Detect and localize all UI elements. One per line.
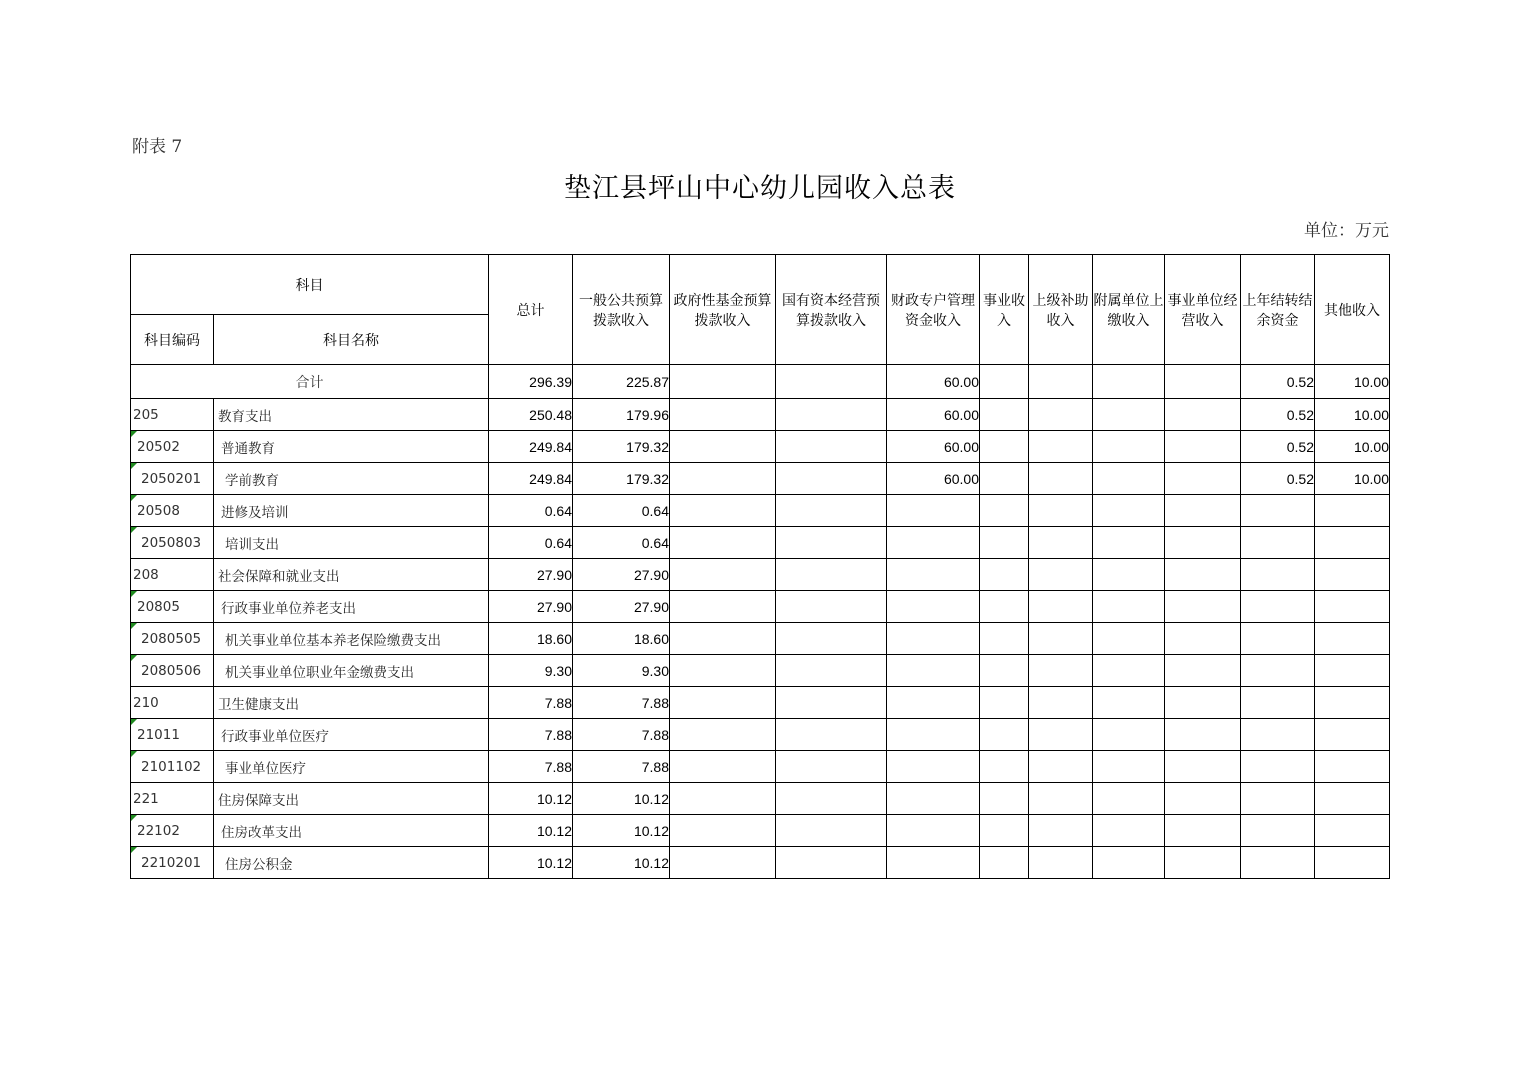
business-cell [980, 399, 1029, 431]
gov-fund-cell [670, 591, 776, 623]
other-cell [1315, 591, 1390, 623]
comment-marker-icon [131, 815, 137, 821]
general-budget-cell: 10.12 [573, 815, 670, 847]
code-text: 2210201 [141, 854, 202, 871]
general-budget-cell: 10.12 [573, 783, 670, 815]
table-row [131, 847, 1390, 879]
table-row [131, 687, 1390, 719]
comment-marker-icon [131, 431, 137, 437]
operating-cell [1165, 847, 1241, 879]
carryover-cell [1241, 591, 1315, 623]
operating-cell [1165, 399, 1241, 431]
code-text: 208 [133, 566, 159, 583]
fiscal-special-cell [887, 719, 980, 751]
superior-subsidy-cell [1029, 365, 1093, 399]
state-capital-cell [776, 431, 887, 463]
code-cell [131, 655, 214, 687]
name-cell: 行政事业单位医疗 [214, 719, 489, 751]
other-cell [1315, 719, 1390, 751]
name-cell: 行政事业单位养老支出 [214, 591, 489, 623]
other-cell [1315, 559, 1390, 591]
affiliated-cell [1093, 559, 1165, 591]
comment-marker-icon [131, 527, 137, 533]
fiscal-special-cell: 60.00 [887, 399, 980, 431]
other-cell [1315, 815, 1390, 847]
superior-subsidy-cell [1029, 687, 1093, 719]
fiscal-special-cell: 60.00 [887, 431, 980, 463]
affiliated-cell [1093, 623, 1165, 655]
affiliated-cell [1093, 751, 1165, 783]
general-budget-cell: 27.90 [573, 559, 670, 591]
operating-cell [1165, 687, 1241, 719]
total-cell: 249.84 [489, 431, 573, 463]
name-cell: 进修及培训 [214, 495, 489, 527]
header-other: 其他收入 [1315, 255, 1390, 365]
name-cell: 培训支出 [214, 527, 489, 559]
operating-cell [1165, 365, 1241, 399]
other-cell [1315, 751, 1390, 783]
carryover-cell [1241, 623, 1315, 655]
table-row [131, 591, 1390, 623]
affiliated-cell [1093, 815, 1165, 847]
gov-fund-cell [670, 463, 776, 495]
carryover-cell: 0.52 [1241, 463, 1315, 495]
gov-fund-cell [670, 431, 776, 463]
operating-cell [1165, 783, 1241, 815]
state-capital-cell [776, 847, 887, 879]
general-budget-cell: 225.87 [573, 365, 670, 399]
comment-marker-icon [131, 463, 137, 469]
code-cell [131, 399, 214, 431]
operating-cell [1165, 751, 1241, 783]
table-row [131, 623, 1390, 655]
comment-marker-icon [131, 623, 137, 629]
carryover-cell: 0.52 [1241, 431, 1315, 463]
other-cell [1315, 783, 1390, 815]
table-row [131, 655, 1390, 687]
code-text: 2080506 [141, 662, 202, 679]
code-text: 21011 [137, 726, 180, 743]
carryover-cell [1241, 719, 1315, 751]
carryover-cell [1241, 687, 1315, 719]
other-cell: 10.00 [1315, 399, 1390, 431]
income-table [130, 254, 1390, 879]
business-cell [980, 591, 1029, 623]
state-capital-cell [776, 399, 887, 431]
attachment-label: 附表 7 [132, 137, 183, 157]
total-row [131, 365, 1390, 399]
fiscal-special-cell [887, 687, 980, 719]
code-text: 205 [133, 406, 159, 423]
code-cell [131, 719, 214, 751]
operating-cell [1165, 623, 1241, 655]
code-cell [131, 463, 214, 495]
operating-cell [1165, 591, 1241, 623]
general-budget-cell: 7.88 [573, 751, 670, 783]
header-general-budget: 一般公共预算拨款收入 [573, 255, 670, 365]
other-cell [1315, 847, 1390, 879]
superior-subsidy-cell [1029, 655, 1093, 687]
header-superior-subsidy: 上级补助收入 [1029, 255, 1093, 365]
operating-cell [1165, 527, 1241, 559]
general-budget-cell: 27.90 [573, 591, 670, 623]
business-cell [980, 687, 1029, 719]
state-capital-cell [776, 719, 887, 751]
gov-fund-cell [670, 365, 776, 399]
other-cell [1315, 687, 1390, 719]
header-name: 科目名称 [214, 315, 489, 365]
fiscal-special-cell [887, 527, 980, 559]
fiscal-special-cell: 60.00 [887, 463, 980, 495]
header-subject: 科目 [131, 255, 489, 315]
state-capital-cell [776, 687, 887, 719]
other-cell: 10.00 [1315, 431, 1390, 463]
name-cell: 机关事业单位职业年金缴费支出 [214, 655, 489, 687]
operating-cell [1165, 559, 1241, 591]
table-row [131, 751, 1390, 783]
affiliated-cell [1093, 365, 1165, 399]
gov-fund-cell [670, 527, 776, 559]
business-cell [980, 815, 1029, 847]
state-capital-cell [776, 463, 887, 495]
state-capital-cell [776, 783, 887, 815]
carryover-cell [1241, 655, 1315, 687]
fiscal-special-cell [887, 783, 980, 815]
state-capital-cell [776, 623, 887, 655]
gov-fund-cell [670, 687, 776, 719]
general-budget-cell: 10.12 [573, 847, 670, 879]
business-cell [980, 365, 1029, 399]
other-cell: 10.00 [1315, 365, 1390, 399]
superior-subsidy-cell [1029, 783, 1093, 815]
business-cell [980, 655, 1029, 687]
superior-subsidy-cell [1029, 719, 1093, 751]
general-budget-cell: 0.64 [573, 527, 670, 559]
business-cell [980, 463, 1029, 495]
business-cell [980, 527, 1029, 559]
code-cell [131, 783, 214, 815]
name-cell: 事业单位医疗 [214, 751, 489, 783]
code-text: 210 [133, 694, 159, 711]
table-row [131, 559, 1390, 591]
name-cell: 社会保障和就业支出 [214, 559, 489, 591]
total-cell: 10.12 [489, 815, 573, 847]
affiliated-cell [1093, 719, 1165, 751]
state-capital-cell [776, 591, 887, 623]
gov-fund-cell [670, 655, 776, 687]
code-cell [131, 847, 214, 879]
other-cell [1315, 495, 1390, 527]
fiscal-special-cell [887, 655, 980, 687]
other-cell: 10.00 [1315, 463, 1390, 495]
comment-marker-icon [131, 719, 137, 725]
table-row [131, 815, 1390, 847]
superior-subsidy-cell [1029, 847, 1093, 879]
affiliated-cell [1093, 655, 1165, 687]
table-row [131, 399, 1390, 431]
comment-marker-icon [131, 847, 137, 853]
fiscal-special-cell [887, 559, 980, 591]
fiscal-special-cell: 60.00 [887, 365, 980, 399]
header-fiscal-special: 财政专户管理资金收入 [887, 255, 980, 365]
business-cell [980, 847, 1029, 879]
code-text: 20805 [137, 598, 180, 615]
state-capital-cell [776, 751, 887, 783]
header-state-capital: 国有资本经营预算拨款收入 [776, 255, 887, 365]
general-budget-cell: 179.96 [573, 399, 670, 431]
code-cell [131, 815, 214, 847]
superior-subsidy-cell [1029, 751, 1093, 783]
comment-marker-icon [131, 655, 137, 661]
header-operating: 事业单位经营收入 [1165, 255, 1241, 365]
superior-subsidy-cell [1029, 623, 1093, 655]
name-cell: 普通教育 [214, 431, 489, 463]
business-cell [980, 751, 1029, 783]
carryover-cell [1241, 783, 1315, 815]
table-row [131, 783, 1390, 815]
state-capital-cell [776, 559, 887, 591]
total-cell: 250.48 [489, 399, 573, 431]
code-text: 2080505 [141, 630, 202, 647]
gov-fund-cell [670, 847, 776, 879]
total-cell: 10.12 [489, 783, 573, 815]
header-code: 科目编码 [131, 315, 214, 365]
total-cell: 7.88 [489, 687, 573, 719]
carryover-cell [1241, 495, 1315, 527]
operating-cell [1165, 463, 1241, 495]
comment-marker-icon [131, 495, 137, 501]
affiliated-cell [1093, 591, 1165, 623]
comment-marker-icon [131, 591, 137, 597]
general-budget-cell: 0.64 [573, 495, 670, 527]
name-cell: 住房改革支出 [214, 815, 489, 847]
operating-cell [1165, 719, 1241, 751]
fiscal-special-cell [887, 815, 980, 847]
total-cell: 27.90 [489, 559, 573, 591]
business-cell [980, 719, 1029, 751]
business-cell [980, 495, 1029, 527]
unit-label: 单位：万元 [1304, 221, 1389, 241]
code-text: 20502 [137, 438, 180, 455]
operating-cell [1165, 815, 1241, 847]
affiliated-cell [1093, 495, 1165, 527]
code-text: 221 [133, 790, 159, 807]
total-cell: 0.64 [489, 527, 573, 559]
superior-subsidy-cell [1029, 591, 1093, 623]
code-cell [131, 495, 214, 527]
affiliated-cell [1093, 527, 1165, 559]
total-cell: 10.12 [489, 847, 573, 879]
superior-subsidy-cell [1029, 815, 1093, 847]
gov-fund-cell [670, 559, 776, 591]
superior-subsidy-cell [1029, 527, 1093, 559]
header-carryover: 上年结转结余资金 [1241, 255, 1315, 365]
fiscal-special-cell [887, 751, 980, 783]
total-cell: 249.84 [489, 463, 573, 495]
header-business: 事业收入 [980, 255, 1029, 365]
other-cell [1315, 527, 1390, 559]
total-cell: 0.64 [489, 495, 573, 527]
table-row [131, 463, 1390, 495]
general-budget-cell: 7.88 [573, 719, 670, 751]
fiscal-special-cell [887, 623, 980, 655]
superior-subsidy-cell [1029, 463, 1093, 495]
carryover-cell [1241, 559, 1315, 591]
code-text: 20508 [137, 502, 180, 519]
name-cell: 住房保障支出 [214, 783, 489, 815]
general-budget-cell: 179.32 [573, 431, 670, 463]
table-row [131, 527, 1390, 559]
name-cell: 教育支出 [214, 399, 489, 431]
name-cell: 卫生健康支出 [214, 687, 489, 719]
business-cell [980, 783, 1029, 815]
header-affiliated: 附属单位上缴收入 [1093, 255, 1165, 365]
page-title: 垫江县坪山中心幼儿园收入总表 [564, 173, 956, 204]
other-cell [1315, 655, 1390, 687]
operating-cell [1165, 495, 1241, 527]
business-cell [980, 623, 1029, 655]
affiliated-cell [1093, 783, 1165, 815]
superior-subsidy-cell [1029, 431, 1093, 463]
other-cell [1315, 623, 1390, 655]
operating-cell [1165, 431, 1241, 463]
business-cell [980, 559, 1029, 591]
gov-fund-cell [670, 751, 776, 783]
operating-cell [1165, 655, 1241, 687]
name-cell: 学前教育 [214, 463, 489, 495]
fiscal-special-cell [887, 495, 980, 527]
total-cell: 7.88 [489, 719, 573, 751]
code-text: 2050201 [141, 470, 202, 487]
affiliated-cell [1093, 463, 1165, 495]
affiliated-cell [1093, 431, 1165, 463]
gov-fund-cell [670, 815, 776, 847]
state-capital-cell [776, 527, 887, 559]
general-budget-cell: 9.30 [573, 655, 670, 687]
general-budget-cell: 18.60 [573, 623, 670, 655]
code-cell [131, 751, 214, 783]
fiscal-special-cell [887, 591, 980, 623]
total-cell: 9.30 [489, 655, 573, 687]
superior-subsidy-cell [1029, 399, 1093, 431]
carryover-cell [1241, 847, 1315, 879]
name-cell: 机关事业单位基本养老保险缴费支出 [214, 623, 489, 655]
state-capital-cell [776, 495, 887, 527]
total-label: 合计 [131, 365, 489, 399]
carryover-cell: 0.52 [1241, 365, 1315, 399]
table-row [131, 495, 1390, 527]
code-cell [131, 527, 214, 559]
affiliated-cell [1093, 687, 1165, 719]
affiliated-cell [1093, 847, 1165, 879]
code-cell [131, 431, 214, 463]
table-row [131, 719, 1390, 751]
gov-fund-cell [670, 719, 776, 751]
code-text: 2101102 [141, 758, 202, 775]
business-cell [980, 431, 1029, 463]
state-capital-cell [776, 815, 887, 847]
code-cell [131, 687, 214, 719]
superior-subsidy-cell [1029, 559, 1093, 591]
gov-fund-cell [670, 783, 776, 815]
code-text: 2050803 [141, 534, 202, 551]
header-gov-fund: 政府性基金预算拨款收入 [670, 255, 776, 365]
carryover-cell [1241, 527, 1315, 559]
carryover-cell [1241, 815, 1315, 847]
gov-fund-cell [670, 495, 776, 527]
comment-marker-icon [131, 751, 137, 757]
state-capital-cell [776, 365, 887, 399]
general-budget-cell: 179.32 [573, 463, 670, 495]
affiliated-cell [1093, 399, 1165, 431]
header-total: 总计 [489, 255, 573, 365]
carryover-cell: 0.52 [1241, 399, 1315, 431]
superior-subsidy-cell [1029, 495, 1093, 527]
general-budget-cell: 7.88 [573, 687, 670, 719]
name-cell: 住房公积金 [214, 847, 489, 879]
code-cell [131, 623, 214, 655]
code-cell [131, 591, 214, 623]
code-text: 22102 [137, 822, 180, 839]
gov-fund-cell [670, 399, 776, 431]
total-cell: 296.39 [489, 365, 573, 399]
total-cell: 7.88 [489, 751, 573, 783]
total-cell: 27.90 [489, 591, 573, 623]
table-row [131, 431, 1390, 463]
fiscal-special-cell [887, 847, 980, 879]
code-cell [131, 559, 214, 591]
gov-fund-cell [670, 623, 776, 655]
carryover-cell [1241, 751, 1315, 783]
total-cell: 18.60 [489, 623, 573, 655]
state-capital-cell [776, 655, 887, 687]
